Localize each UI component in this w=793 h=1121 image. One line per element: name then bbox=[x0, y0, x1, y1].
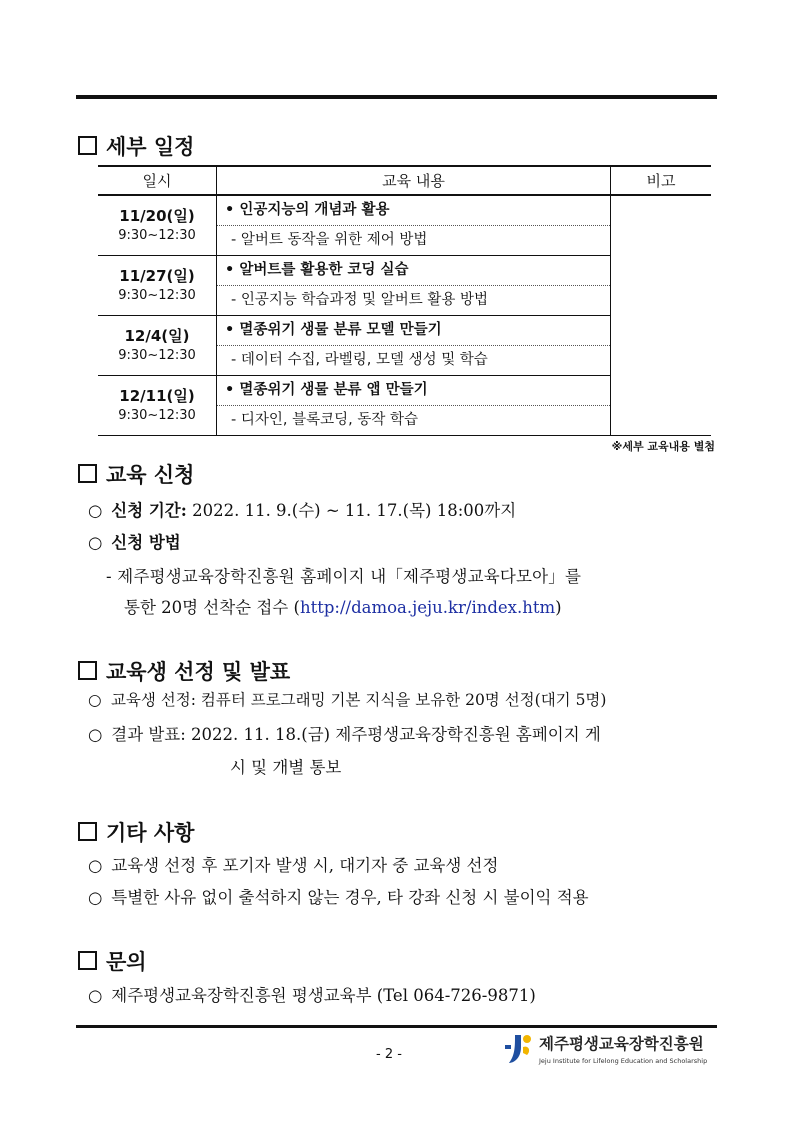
header-date: 일시 bbox=[98, 166, 217, 195]
logo-title: 제주평생교육장학진흥원 bbox=[539, 1035, 704, 1053]
page-number: - 2 - bbox=[376, 1047, 402, 1062]
selection-line1: ○ 교육생 선정: 컴퓨터 프로그래밍 기본 지식을 보유한 20명 선정(대기 5명) bbox=[88, 691, 607, 709]
session-time: 9:30~12:30 bbox=[118, 347, 196, 363]
logo-subtitle: Jeju Institute for Lifelong Education and Scholarship bbox=[539, 1057, 708, 1065]
session-date: 12/11(일) bbox=[119, 386, 195, 405]
content-sub: - 디자인, 블록코딩, 동작 학습 bbox=[231, 412, 418, 428]
content-main: • 인공지능의 개념과 활용 bbox=[217, 196, 610, 226]
date-cell bbox=[98, 316, 217, 376]
selection-line2: ○ 결과 발표: 2022. 11. 18.(금) 제주평생교육장학진흥원 홈페이지 게 bbox=[88, 725, 601, 744]
top-rule bbox=[76, 95, 717, 99]
checkbox-square-icon bbox=[78, 464, 97, 483]
session-time: 9:30~12:30 bbox=[118, 227, 196, 243]
section-heading-apply: 교육 신청 bbox=[78, 459, 194, 489]
content-cell bbox=[217, 376, 611, 436]
content-cell bbox=[217, 256, 611, 316]
contact-line1: ○ 제주평생교육장학진흥원 평생교육부 (Tel 064-726-9871) bbox=[88, 986, 536, 1005]
damoa-link[interactable]: http://damoa.jeju.kr/index.htm bbox=[299, 598, 556, 617]
content-sub: - 알버트 동작을 위한 제어 방법 bbox=[231, 232, 428, 248]
section-heading-etc: 기타 사항 bbox=[78, 817, 194, 847]
session-date: 11/20(일) bbox=[119, 206, 195, 225]
checkbox-square-icon bbox=[78, 661, 97, 680]
etc-line1: ○ 교육생 선정 후 포기자 발생 시, 대기자 중 교육생 선정 bbox=[88, 856, 499, 875]
circle-bullet-icon: ○ bbox=[88, 856, 103, 875]
table-row bbox=[98, 195, 711, 256]
schedule-footnote: ※세부 교육내용 별첨 bbox=[611, 440, 715, 453]
apply-method-line2 bbox=[124, 594, 562, 618]
content-main: • 알버트를 활용한 코딩 실습 bbox=[217, 256, 610, 286]
circle-bullet-icon: ○ bbox=[88, 691, 102, 709]
apply-method bbox=[88, 529, 181, 553]
note-cell bbox=[611, 195, 712, 436]
date-cell bbox=[98, 376, 217, 436]
session-date: 12/4(일) bbox=[124, 326, 190, 345]
content-sub: - 인공지능 학습과정 및 알버트 활용 방법 bbox=[231, 292, 488, 308]
content-sub: - 데이터 수집, 라벨링, 모델 생성 및 학습 bbox=[231, 352, 488, 368]
apply-method-label: 신청 방법 bbox=[111, 533, 181, 552]
section-heading-selection: 교육생 선정 및 발표 bbox=[78, 656, 290, 686]
circle-bullet-icon: ○ bbox=[88, 533, 103, 552]
circle-bullet-icon: ○ bbox=[88, 888, 103, 907]
header-note: 비고 bbox=[611, 166, 712, 195]
date-cell bbox=[98, 195, 217, 256]
apply-method-line1: - 제주평생교육장학진흥원 홈페이지 내「제주평생교육다모아」를 bbox=[106, 567, 582, 586]
schedule-table bbox=[98, 165, 711, 436]
session-time: 9:30~12:30 bbox=[118, 287, 196, 303]
selection-line3: 시 및 개별 통보 bbox=[230, 758, 342, 777]
apply-period-value: 2022. 11. 9.(수) ~ 11. 17.(목) 18:00까지 bbox=[192, 501, 517, 520]
institute-logo-icon bbox=[503, 1033, 533, 1067]
date-cell bbox=[98, 256, 217, 316]
session-date: 11/27(일) bbox=[119, 266, 195, 285]
table-header-row bbox=[98, 166, 711, 195]
checkbox-square-icon bbox=[78, 951, 97, 970]
checkbox-square-icon bbox=[78, 136, 97, 155]
content-cell bbox=[217, 195, 611, 256]
section-heading-contact: 문의 bbox=[78, 946, 147, 976]
apply-period bbox=[88, 497, 516, 521]
apply-period-label: 신청 기간: bbox=[111, 501, 187, 520]
circle-bullet-icon: ○ bbox=[88, 986, 103, 1005]
apply-method-suffix: ) bbox=[555, 598, 562, 617]
content-main: • 멸종위기 생물 분류 앱 만들기 bbox=[217, 376, 610, 406]
header-content: 교육 내용 bbox=[217, 166, 611, 195]
apply-method-prefix: 통한 20명 선착순 접수 ( bbox=[124, 598, 300, 617]
bottom-rule bbox=[76, 1025, 717, 1028]
checkbox-square-icon bbox=[78, 822, 97, 841]
content-main: • 멸종위기 생물 분류 모델 만들기 bbox=[217, 316, 610, 346]
institute-logo bbox=[503, 1031, 717, 1071]
section-heading-schedule: 세부 일정 bbox=[78, 131, 194, 161]
circle-bullet-icon: ○ bbox=[88, 725, 103, 744]
circle-bullet-icon: ○ bbox=[88, 501, 103, 520]
content-cell bbox=[217, 316, 611, 376]
etc-line2: ○ 특별한 사유 없이 출석하지 않는 경우, 타 강좌 신청 시 불이익 적용 bbox=[88, 888, 589, 907]
session-time: 9:30~12:30 bbox=[118, 407, 196, 423]
